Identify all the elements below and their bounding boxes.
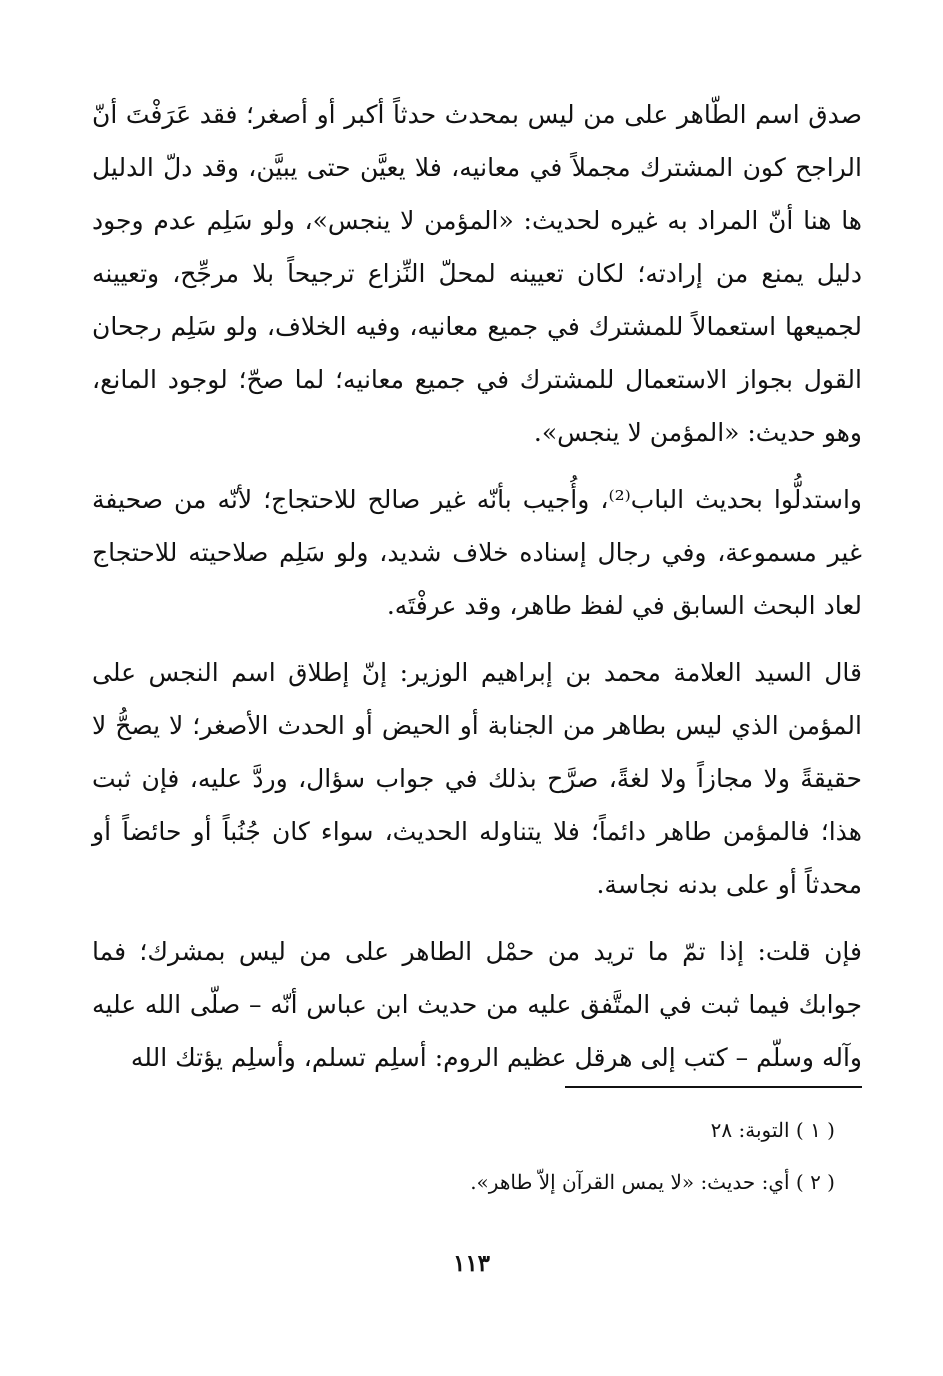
page-number: ١١٣	[452, 1250, 491, 1277]
body-paragraph-1: صدق اسم الطّاهر على من ليس بمحدث حدثاً أكبر أو أصغر؛ فقد عَرَفْتَ أنّ الراجح كون المشترك مجملاً في معانيه، فلا يعيَّن حتى يبيَّن، وقد دلّ الدليل ها هنا أنّ المراد به غيره لحديث: «المؤمن لا ينجس»، ولو سَلِم عدم وجود دليل يمنع من إرادته؛ لكان تعيينه لمحلّ النِّزاع ترجيحاً بلا مرجِّح، وتعيينه لجميعها استعمالاً للمشترك في جميع معانيه، وفيه الخلاف، ولو سَلِم رجحان القول بجواز الاستعمال للمشترك في جميع معانيه؛ لما صحّ؛ لوجود المانع، وهو حديث: «المؤمن لا ينجس».	[92, 100, 862, 447]
body-paragraph-4: فإن قلت: إذا تمّ ما تريد من حمْل الطاهر على من ليس بمشرك؛ فما جوابك فيما ثبت في المتَّفق عليه من حديث ابن عباس أنّه – صلّى الله عليه وآله وسلّم – كتب إلى هرقل عظيم الروم: أسلِم تسلم، وأسلِم يؤتك الله	[92, 937, 862, 1072]
body-paragraph-3: قال السيد العلامة محمد بن إبراهيم الوزير: إنّ إطلاق اسم النجس على المؤمن الذي ليس بطاهر من الجنابة أو الحيض أو الحدث الأصغر؛ لا يصحُّ لا حقيقةً ولا مجازاً ولا لغةً، صرَّح بذلك في جواب سؤال، وردَّ عليه، فإن ثبت هذا؛ فالمؤمن طاهر دائماً؛ فلا يتناوله الحديث، سواء كان جُنُباً أو حائضاً أو محدثاً أو على بدنه نجاسة.	[92, 658, 862, 899]
footnote-divider	[565, 1086, 862, 1088]
footnotes	[135, 1104, 835, 1208]
body-paragraph-2: واستدلُّوا بحديث الباب⁽²⁾، وأُجيب بأنّه غير صالح للاحتجاج؛ لأنّه من صحيفة غير مسموعة، وفي رجال إسناده خلاف شديد، ولو سَلِم صلاحيته للاحتجاج لعاد البحث السابق في لفظ طاهر، وقد عرفْتَه.	[92, 485, 862, 620]
footnote-2: ( ٢ ) أي: حديث: «لا يمس القرآن إلاّ طاهر».	[470, 1170, 835, 1194]
page-body	[92, 88, 862, 1098]
footnote-1: ( ١ ) التوبة: ٢٨	[710, 1118, 835, 1142]
